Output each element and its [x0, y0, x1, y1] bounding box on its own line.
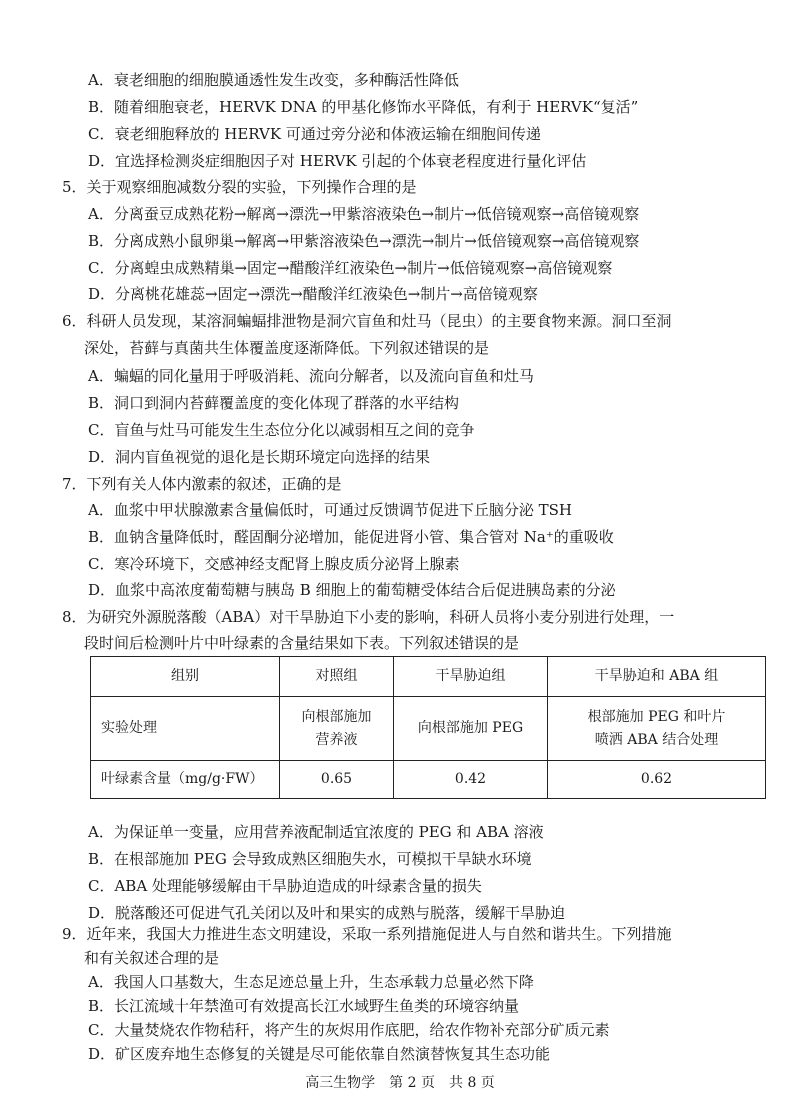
q4-option-a: A．衰老细胞的细胞膜通透性发生改变，多种酶活性降低	[88, 71, 459, 89]
q9-option-b: B．长江流域十年禁渔可有效提高长江水域野生鱼类的环境容纳量	[88, 997, 520, 1015]
table-header-cell: 干旱胁迫和 ABA 组	[548, 657, 766, 697]
q9-option-a: A．我国人口基数大，生态足迹总量上升，生态承载力总量必然下降	[88, 973, 534, 991]
q9-option-d: D．矿区废弃地生态修复的关键是尽可能依靠自然演替恢复其生态功能	[88, 1045, 551, 1063]
page-footer: 高三生物学 第 2 页 共 8 页	[305, 1075, 495, 1091]
q5-option-d: D．分离桃花雄蕊→固定→漂洗→醋酸洋红液染色→制片→高倍镜观察	[88, 285, 538, 303]
q6-option-b: B．洞口到洞内苔藓覆盖度的变化体现了群落的水平结构	[88, 394, 460, 412]
table-header-row	[91, 657, 766, 697]
q8-stem-line2: 段时间后检测叶片中叶绿素的含量结果如下表。下列叙述错误的是	[84, 634, 520, 652]
table-cell-line: 根部施加 PEG 和叶片	[587, 708, 726, 725]
q5-stem: 5．关于观察细胞减数分裂的实验，下列操作合理的是	[62, 178, 417, 196]
q8-stem-line1: 8．为研究外源脱落酸（ABA）对干旱胁迫下小麦的影响，科研人员将小麦分别进行处理，一	[62, 608, 675, 626]
q5-option-c: C．分离蝗虫成熟精巢→固定→醋酸洋红液染色→制片→低倍镜观察→高倍镜观察	[88, 259, 613, 277]
q9-stem-line1: 9．近年来，我国大力推进生态文明建设，采取一系列措施促进人与自然和谐共生。下列措施	[62, 925, 672, 943]
q6-stem-line2: 深处，苔藓与真菌共生体覆盖度逐渐降低。下列叙述错误的是	[84, 339, 490, 357]
q7-option-c: C．寒冷环境下，交感神经支配肾上腺皮质分泌肾上腺素	[88, 555, 460, 573]
table-row-label: 叶绿素含量（mg/g·FW）	[91, 761, 280, 799]
table-row	[91, 697, 766, 761]
table-cell: 0.62	[548, 761, 766, 799]
table-cell-line: 喷洒 ABA 结合处理	[594, 731, 719, 748]
table-header-cell: 干旱胁迫组	[394, 657, 548, 697]
table-row-label: 实验处理	[91, 697, 280, 761]
table-cell	[280, 697, 394, 761]
table-cell	[548, 697, 766, 761]
table-cell: 0.65	[280, 761, 394, 799]
table-row	[91, 761, 766, 799]
q4-option-d: D．宜选择检测炎症细胞因子对 HERVK 引起的个体衰老程度进行量化评估	[88, 152, 587, 170]
q9-stem-line2: 和有关叙述合理的是	[84, 949, 220, 967]
q8-option-a: A．为保证单一变量，应用营养液配制适宜浓度的 PEG 和 ABA 溶液	[88, 823, 544, 841]
q6-option-c: C．盲鱼与灶马可能发生生态位分化以减弱相互之间的竞争	[88, 421, 475, 439]
q7-option-b: B．血钠含量降低时，醛固酮分泌增加，能促进肾小管、集合管对 Na⁺的重吸收	[88, 528, 614, 546]
table-cell-line: 营养液	[315, 731, 358, 748]
q6-stem-line1: 6．科研人员发现，某溶洞蝙蝠排泄物是洞穴盲鱼和灶马（昆虫）的主要食物来源。洞口至洞	[62, 312, 672, 330]
q6-option-d: D．洞内盲鱼视觉的退化是长期环境定向选择的结果	[88, 448, 431, 466]
q8-option-d: D．脱落酸还可促进气孔关闭以及叶和果实的成熟与脱落，缓解干旱胁迫	[88, 904, 566, 922]
q9-option-c: C．大量焚烧农作物秸秆，将产生的灰烬用作底肥，给农作物补充部分矿质元素	[88, 1021, 610, 1039]
table-cell: 0.42	[394, 761, 548, 799]
q4-option-b: B．随着细胞衰老，HERVK DNA 的甲基化修饰水平降低，有利于 HERVK“复活”	[88, 98, 639, 116]
q5-option-b: B．分离成熟小鼠卵巢→解离→甲紫溶液染色→漂洗→制片→低倍镜观察→高倍镜观察	[88, 232, 640, 250]
q8-option-b: B．在根部施加 PEG 会导致成熟区细胞失水，可模拟干旱缺水环境	[88, 850, 532, 868]
table-cell: 向根部施加 PEG	[394, 697, 548, 761]
q5-option-a: A．分离蚕豆成熟花粉→解离→漂洗→甲紫溶液染色→制片→低倍镜观察→高倍镜观察	[88, 205, 640, 223]
q8-option-c: C．ABA 处理能够缓解由干旱胁迫造成的叶绿素含量的损失	[88, 877, 482, 895]
table-header-cell: 对照组	[280, 657, 394, 697]
table-cell-line: 向根部施加	[301, 708, 372, 725]
q6-option-a: A．蝙蝠的同化量用于呼吸消耗、流向分解者，以及流向盲鱼和灶马	[88, 367, 534, 385]
q7-stem: 7．下列有关人体内激素的叙述，正确的是	[62, 475, 342, 493]
q9-option-d-wrapper	[88, 1044, 550, 1064]
q7-option-d: D．血浆中高浓度葡萄糖与胰岛 B 细胞上的葡萄糖受体结合后促进胰岛素的分泌	[88, 581, 616, 599]
results-table	[90, 656, 766, 799]
q7-option-a: A．血浆中甲状腺激素含量偏低时，可通过反馈调节促进下丘脑分泌 TSH	[88, 501, 572, 519]
table-header-cell: 组别	[91, 657, 280, 697]
q4-option-c: C．衰老细胞释放的 HERVK 可通过旁分泌和体液运输在细胞间传递	[88, 125, 541, 143]
